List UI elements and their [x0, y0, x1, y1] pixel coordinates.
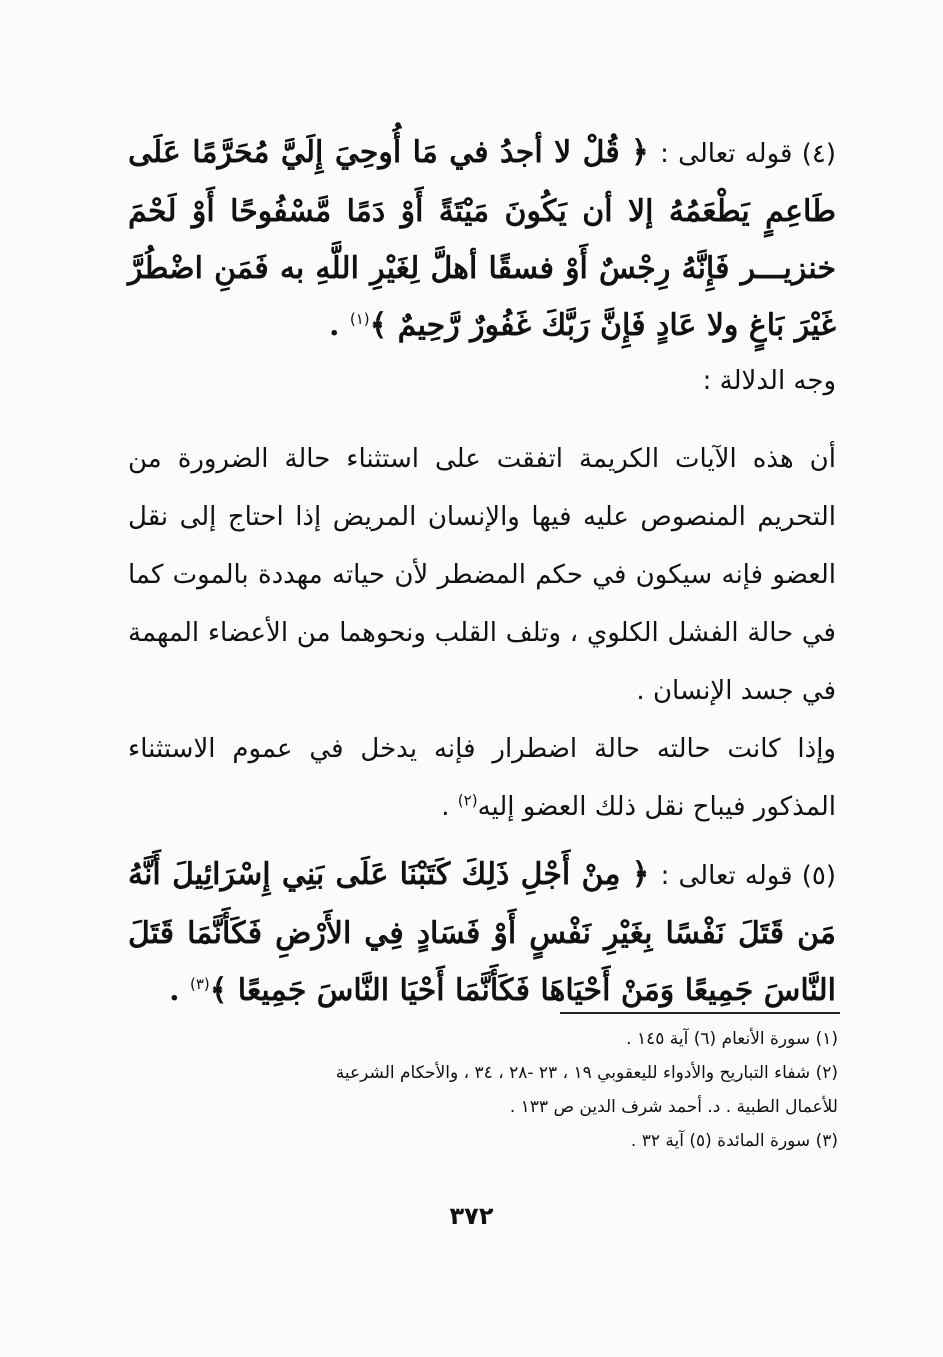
footnote-1: (١) سورة الأنعام (٦) آية ١٤٥ . — [626, 1029, 838, 1049]
paragraph-1: أن هذه الآيات الكريمة اتفقت على استثناء حالة الضرورة من التحريم المنصوص عليه فيها والإنسان المريض إذا احتاج إلى نقل العضو فإنه سيكون في حكم المضطر لأن حياته مهددة بالموت كما في حالة الفشل الكلوي ، وتلف القلب ونحوهما من الأعضاء المهمة في جسد الإنسان . — [128, 444, 836, 706]
footnote-2: (٢) شفاء التباريح والأدواء لليعقوبي ١٩ ، ٢٣ -٢٨ ، ٣٤ ، والأحكام الشرعية — [335, 1063, 838, 1083]
verse-5-end: . — [169, 973, 190, 1008]
paragraph-2-text: وإذا كانت حالته حالة اضطرار فإنه يدخل في عموم الاستثناء المذكور فيباح نقل ذلك العضو إليه — [128, 734, 836, 822]
footnote-2-continued: للأعمال الطبية . د. أحمد شرف الدين ص ١٣٣ . — [509, 1097, 838, 1117]
verse-5 — [128, 846, 836, 1019]
footnotes — [128, 1022, 838, 1158]
footnote-3: (٣) سورة المائدة (٥) آية ٣٢ . — [630, 1131, 838, 1151]
verse-5-text: ﴿ مِنْ أَجْلِ ذَلِكَ كَتَبْنَا عَلَى بَنِي إِسْرَائِيلَ أَنَّهُ مَن قَتَلَ نَفْسًا بِغَيْرِ نَفْسٍ أَوْ فَسَادٍ فِي الأَرْضِ فَكَأَنَّمَا قَتَلَ النَّاسَ جَمِيعًا وَمَنْ أَحْيَاهَا فَكَأَنَّمَا أَحْيَا النَّاسَ جَمِيعًا ﴾ — [128, 857, 836, 1008]
paragraph-2 — [128, 720, 836, 836]
footnote-ref-2: (٢) — [457, 791, 478, 810]
verse-4-end: . — [328, 308, 350, 343]
verse-4 — [128, 124, 836, 354]
paragraph-2-end: . — [441, 792, 458, 822]
verse-5-lead: (٥) قوله تعالى : — [660, 861, 836, 891]
footnote-ref-3: (٣) — [190, 975, 210, 993]
page-number: ٣٧٢ — [449, 1202, 494, 1230]
verse-4-lead: (٤) قوله تعالى : — [660, 139, 836, 169]
section-heading: وجه الدلالة : — [702, 366, 836, 396]
footnote-ref-1: (١) — [349, 310, 370, 328]
footnote-separator — [560, 1012, 840, 1014]
verse-4-text: ﴿ قُلْ لا أجدُ في مَا أُوحِيَ إِلَيَّ مُحَرَّمًا عَلَى طَاعِمٍ يَطْعَمُهُ إلا أن يَكُونَ مَيْتَةً أَوْ دَمًا مَّسْفُوحًا أَوْ لَحْمَ خنزيـــر فَإِنَّهُ رِجْسٌ أَوْ فسقًا أهلَّ لِغَيْرِ اللَّهِ به فَمَنِ اضْطُرَّ غَيْرَ بَاغٍ ولا عَادٍ فَإِنَّ رَبَّكَ غَفُورٌ رَّحِيمٌ ﴾ — [128, 135, 836, 343]
